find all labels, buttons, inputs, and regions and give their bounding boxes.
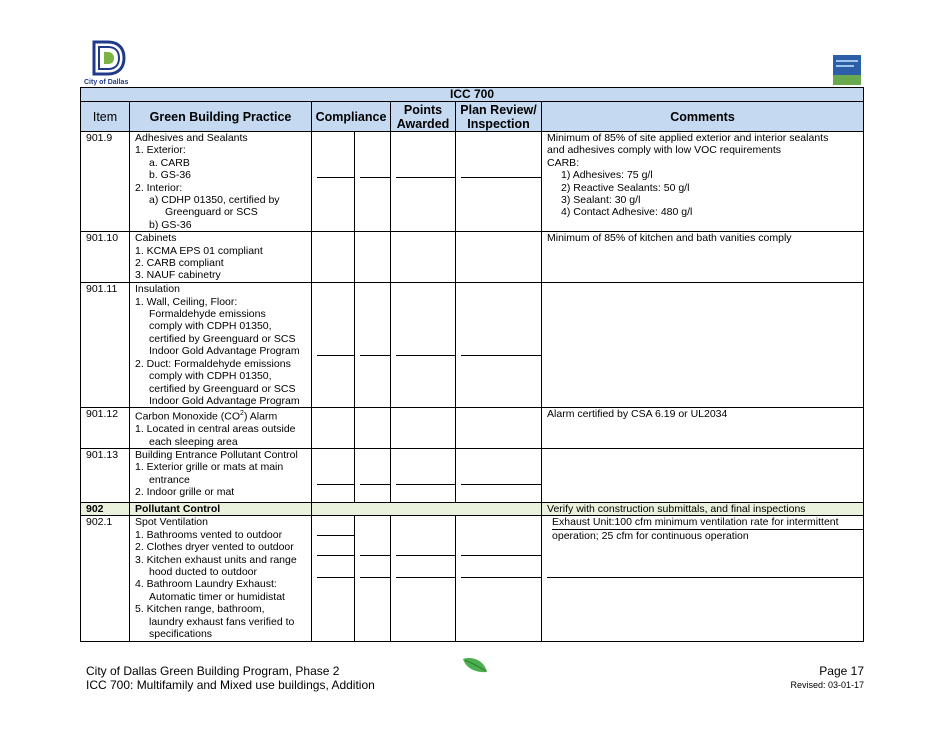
comments-cell: Alarm certified by CSA 6.19 or UL2034 bbox=[542, 408, 864, 449]
compliance-yes-cell[interactable] bbox=[312, 449, 355, 503]
compliance-no-cell[interactable] bbox=[355, 449, 391, 503]
item-number: 902.1 bbox=[81, 516, 130, 641]
green-building-table bbox=[80, 101, 864, 642]
col-plan: Plan Review/ Inspection bbox=[456, 102, 542, 132]
section-title: Pollutant Control bbox=[130, 503, 312, 516]
practice-cell: Adhesives and Sealants 1. Exterior: a. CARB b. GS-36 2. Interior: a) CDHP 01350, certified by Greenguard or SCS b) GS-36 bbox=[130, 132, 312, 232]
col-points: Points Awarded bbox=[391, 102, 456, 132]
green-building-badge bbox=[833, 55, 861, 85]
icc-banner: ICC 700 bbox=[80, 87, 864, 102]
comments-cell: Exhaust Unit:100 cfm minimum ventilation rate for intermittent operation; 25 cfm for continuous operation bbox=[542, 516, 864, 641]
table-row bbox=[81, 132, 864, 232]
practice-cell: Spot Ventilation 1. Bathrooms vented to outdoor 2. Clothes dryer vented to outdoor 3. Kitchen exhaust units and range hood ducted to outdoor 4. Bathroom Laundry Exhaust: Automatic timer or humidistat 5. Kitchen range, bathroom, laundry exhaust fans verified to specifications bbox=[130, 516, 312, 641]
table-row bbox=[81, 232, 864, 283]
practice-cell: Cabinets 1. KCMA EPS 01 compliant 2. CARB compliant 3. NAUF cabinetry bbox=[130, 232, 312, 283]
plan-review-cell[interactable] bbox=[456, 232, 542, 283]
comments-cell bbox=[542, 283, 864, 408]
plan-review-cell[interactable] bbox=[456, 408, 542, 449]
table-row bbox=[81, 283, 864, 408]
table-row bbox=[81, 516, 864, 641]
item-number: 901.11 bbox=[81, 283, 130, 408]
compliance-no-cell[interactable] bbox=[355, 408, 391, 449]
page-number: Page 17 bbox=[819, 664, 864, 678]
footer-line-1: City of Dallas Green Building Program, Phase 2 bbox=[86, 664, 340, 678]
practice-cell: Carbon Monoxide $(CO^2)$ Alarm 1. Located in central areas outside each sleeping area bbox=[130, 408, 312, 449]
plan-review-cell[interactable] bbox=[456, 449, 542, 503]
section-row bbox=[81, 503, 864, 516]
table-row bbox=[81, 449, 864, 503]
revised-date: Revised: 03-01-17 bbox=[790, 680, 864, 690]
footer-line-2: ICC 700: Multifamily and Mixed use buildings, Addition bbox=[86, 678, 375, 692]
dallas-d-icon bbox=[92, 40, 126, 76]
item-number: 902 bbox=[81, 503, 130, 516]
footer-program bbox=[86, 664, 375, 692]
comments-cell: Minimum of 85% of site applied exterior and interior sealants and adhesives comply with low VOC requirements CARB: 1) Adhesives: 75 g/l 2) Reactive Sealants: 50 g/l 3) Sealant: 30 g/l 4) Contact Adhesive: 480 g/l bbox=[542, 132, 864, 232]
comments-cell: Minimum of 85% of kitchen and bath vanities comply bbox=[542, 232, 864, 283]
compliance-no-cell[interactable] bbox=[355, 516, 391, 641]
points-cell[interactable] bbox=[391, 408, 456, 449]
compliance-yes-cell[interactable] bbox=[312, 132, 355, 232]
practice-cell: Insulation 1. Wall, Ceiling, Floor: Formaldehyde emissions comply with CDPH 01350, certified by Greenguard or SCS Indoor Gold Advantage Program 2. Duct: Formaldehyde emissions comply with CDPH 01350, certified by Greenguard or SCS Indoor Gold Advantage Program bbox=[130, 283, 312, 408]
logo-caption: City of Dallas bbox=[84, 79, 129, 86]
item-number: 901.12 bbox=[81, 408, 130, 449]
leaf-icon bbox=[462, 656, 488, 679]
city-of-dallas-logo bbox=[84, 40, 134, 86]
compliance-no-cell[interactable] bbox=[355, 232, 391, 283]
footer-page-info bbox=[790, 664, 864, 692]
points-cell[interactable] bbox=[391, 232, 456, 283]
col-comments: Comments bbox=[542, 102, 864, 132]
plan-review-cell[interactable] bbox=[456, 132, 542, 232]
points-cell[interactable] bbox=[391, 132, 456, 232]
compliance-yes-cell[interactable] bbox=[312, 516, 355, 641]
points-cell[interactable] bbox=[391, 283, 456, 408]
compliance-no-cell[interactable] bbox=[355, 283, 391, 408]
plan-review-cell[interactable] bbox=[456, 516, 542, 641]
compliance-yes-cell[interactable] bbox=[312, 232, 355, 283]
col-practice: Green Building Practice bbox=[130, 102, 312, 132]
plan-review-cell[interactable] bbox=[456, 283, 542, 408]
col-item: Item bbox=[81, 102, 130, 132]
section-blank bbox=[312, 503, 542, 516]
comments-cell bbox=[542, 449, 864, 503]
table-row bbox=[81, 408, 864, 449]
practice-cell: Building Entrance Pollutant Control 1. Exterior grille or mats at main entrance 2. Indoor grille or mat bbox=[130, 449, 312, 503]
compliance-yes-cell[interactable] bbox=[312, 408, 355, 449]
item-number: 901.10 bbox=[81, 232, 130, 283]
compliance-yes-cell[interactable] bbox=[312, 283, 355, 408]
item-number: 901.9 bbox=[81, 132, 130, 232]
comments-cell: Verify with construction submittals, and final inspections bbox=[542, 503, 864, 516]
points-cell[interactable] bbox=[391, 449, 456, 503]
item-number: 901.13 bbox=[81, 449, 130, 503]
compliance-no-cell[interactable] bbox=[355, 132, 391, 232]
points-cell[interactable] bbox=[391, 516, 456, 641]
col-compliance: Compliance bbox=[312, 102, 391, 132]
